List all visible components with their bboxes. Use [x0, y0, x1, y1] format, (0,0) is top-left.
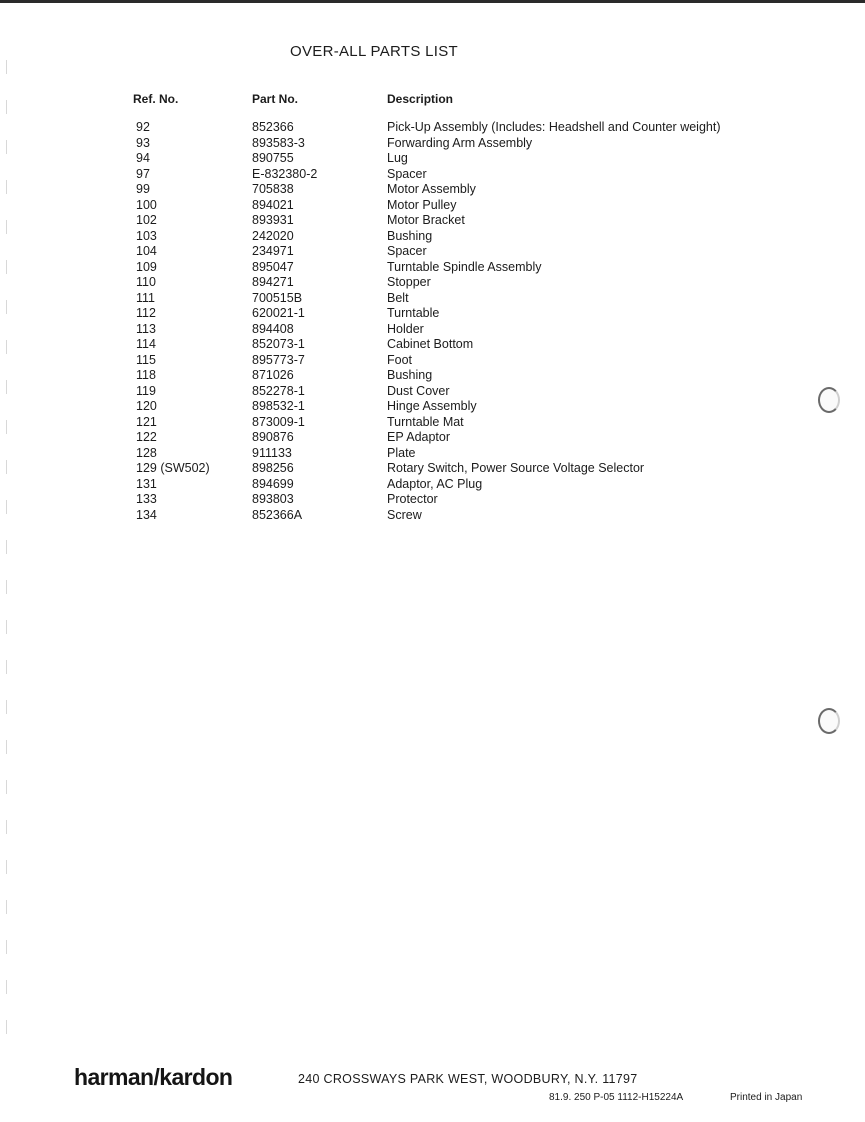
- ref-no-cell: 119: [136, 383, 156, 398]
- page-title: OVER-ALL PARTS LIST: [290, 43, 458, 60]
- ref-no-cell: 122: [136, 430, 157, 444]
- table-row: [0, 415, 865, 431]
- description-cell: Bushing: [387, 368, 433, 382]
- description-cell: Dust Cover: [387, 383, 450, 398]
- part-no-cell: 893583-3: [252, 135, 305, 150]
- part-no-cell: 234971: [252, 244, 294, 258]
- part-no-cell: 894271: [252, 275, 294, 289]
- table-row: [0, 322, 865, 338]
- description-cell: Adaptor, AC Plug: [387, 476, 483, 491]
- ref-no-cell: 110: [136, 275, 156, 289]
- description-cell: Screw: [387, 507, 422, 522]
- ref-no-cell: 99: [136, 182, 150, 196]
- table-row: [0, 492, 865, 508]
- part-no-cell: 895047: [252, 259, 294, 274]
- printed-in-label: Printed in Japan: [730, 1092, 803, 1103]
- part-no-cell: 852366A: [252, 507, 303, 522]
- ref-no-cell: 92: [136, 120, 150, 134]
- table-row: [0, 244, 865, 260]
- description-cell: Turntable: [387, 306, 440, 320]
- table-row: [0, 229, 865, 245]
- ref-no-cell: 115: [136, 352, 156, 367]
- ref-no-cell: 109: [136, 259, 157, 274]
- table-row: [0, 291, 865, 307]
- ref-no-cell: 112: [136, 306, 156, 320]
- description-cell: Plate: [387, 445, 416, 460]
- description-cell: Forwarding Arm Assembly: [387, 135, 533, 150]
- ref-no-cell: 129 (SW502): [136, 461, 210, 475]
- part-no-cell: E-832380-2: [252, 166, 318, 181]
- part-no-cell: 898256: [252, 461, 294, 475]
- part-no-cell: 852366: [252, 120, 294, 134]
- ref-no-cell: 128: [136, 445, 157, 460]
- ref-no-cell: 94: [136, 151, 150, 165]
- parts-list: [0, 120, 865, 523]
- description-cell: Cabinet Bottom: [387, 337, 474, 351]
- ref-no-cell: 113: [136, 321, 156, 336]
- table-row: [0, 508, 865, 524]
- part-no-cell: 871026: [252, 368, 294, 382]
- part-no-cell: 620021-1: [252, 306, 305, 320]
- table-row: [0, 120, 865, 136]
- part-no-cell: 852073-1: [252, 337, 305, 351]
- top-rule: [0, 0, 865, 3]
- table-row: [0, 461, 865, 477]
- table-row: [0, 151, 865, 167]
- table-row: [0, 446, 865, 462]
- table-row: [0, 353, 865, 369]
- ref-no-cell: 121: [136, 414, 157, 429]
- ref-no-cell: 102: [136, 213, 157, 227]
- description-cell: Turntable Mat: [387, 414, 464, 429]
- table-row: [0, 136, 865, 152]
- ref-no-cell: 134: [136, 507, 157, 522]
- ref-no-cell: 97: [136, 166, 150, 181]
- part-no-cell: 893931: [252, 213, 294, 227]
- part-no-cell: 873009-1: [252, 414, 305, 429]
- part-no-cell: 894021: [252, 197, 294, 212]
- table-row: [0, 198, 865, 214]
- ref-no-cell: 111: [136, 290, 156, 305]
- punch-hole-icon: [818, 708, 840, 734]
- description-cell: Motor Assembly: [387, 182, 476, 196]
- description-cell: Holder: [387, 321, 424, 336]
- description-cell: Motor Bracket: [387, 213, 465, 227]
- description-cell: Pick-Up Assembly (Includes: Headshell and Counter weight): [387, 120, 721, 134]
- part-no-cell: 895773-7: [252, 352, 305, 367]
- part-no-cell: 242020: [252, 228, 294, 243]
- table-row: [0, 477, 865, 493]
- ref-no-cell: 133: [136, 492, 157, 506]
- description-cell: Stopper: [387, 275, 431, 289]
- description-cell: Foot: [387, 352, 413, 367]
- description-cell: Lug: [387, 151, 408, 165]
- punch-hole-icon: [818, 387, 840, 413]
- part-no-cell: 893803: [252, 492, 294, 506]
- table-row: [0, 182, 865, 198]
- table-row: [0, 368, 865, 384]
- table-row: [0, 260, 865, 276]
- description-cell: Motor Pulley: [387, 197, 457, 212]
- ref-no-cell: 118: [136, 368, 156, 382]
- table-row: [0, 213, 865, 229]
- company-address: 240 CROSSWAYS PARK WEST, WOODBURY, N.Y. 11797: [298, 1072, 638, 1086]
- description-cell: Hinge Assembly: [387, 399, 477, 413]
- part-no-header: Part No.: [252, 92, 299, 106]
- ref-no-cell: 120: [136, 399, 157, 413]
- description-cell: Belt: [387, 290, 409, 305]
- part-no-cell: 890876: [252, 430, 294, 444]
- table-row: [0, 275, 865, 291]
- description-cell: Spacer: [387, 166, 427, 181]
- ref-no-cell: 93: [136, 135, 150, 150]
- part-no-cell: 894699: [252, 476, 294, 491]
- table-row: [0, 430, 865, 446]
- ref-no-cell: 104: [136, 244, 157, 258]
- ref-no-cell: 114: [136, 337, 156, 351]
- description-cell: Turntable Spindle Assembly: [387, 259, 542, 274]
- ref-no-cell: 100: [136, 197, 157, 212]
- ref-no-cell: 103: [136, 228, 157, 243]
- ref-no-cell: 131: [136, 476, 157, 491]
- part-no-cell: 911133: [252, 445, 292, 460]
- table-row: [0, 384, 865, 400]
- description-header: Description: [387, 92, 454, 106]
- part-no-cell: 894408: [252, 321, 294, 336]
- part-no-cell: 898532-1: [252, 399, 305, 413]
- description-cell: Spacer: [387, 244, 427, 258]
- description-cell: Bushing: [387, 228, 433, 243]
- table-row: [0, 337, 865, 353]
- part-no-cell: 890755: [252, 151, 294, 165]
- part-no-cell: 705838: [252, 182, 294, 196]
- table-row: [0, 167, 865, 183]
- part-no-cell: 852278-1: [252, 383, 305, 398]
- description-cell: Protector: [387, 492, 438, 506]
- ref-no-header: Ref. No.: [133, 92, 179, 106]
- description-cell: Rotary Switch, Power Source Voltage Selector: [387, 461, 645, 475]
- print-code: 81.9. 250 P-05 1112-H15224A: [549, 1092, 684, 1103]
- brand-logo: harman/kardon: [74, 1064, 233, 1090]
- table-row: [0, 399, 865, 415]
- part-no-cell: 700515B: [252, 290, 303, 305]
- table-row: [0, 306, 865, 322]
- description-cell: EP Adaptor: [387, 430, 451, 444]
